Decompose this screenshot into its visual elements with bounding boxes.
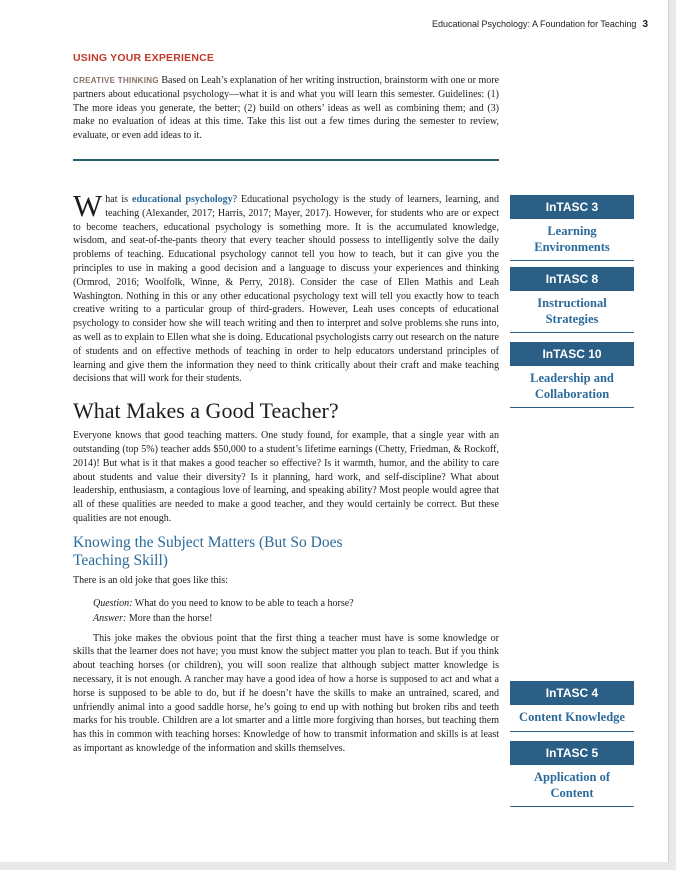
intasc-label-line2: Collaboration xyxy=(534,386,610,401)
intasc-label-line2: Content xyxy=(550,785,594,800)
heading-subject-matters xyxy=(73,534,499,570)
intasc-10-box xyxy=(510,342,634,408)
subject-matter-paragraph: This joke makes the obvious point that the first thing a teacher must have is some knowledge or skills that the learner does not have; you must know the subject matter you plan to teach. But if you think about teaching horses (or children), you will soon realize that although subject matter knowledge is necessary, it is not enough. A rancher may have a good idea of how a horse is supposed to act and what a horse is supposed to be able to do, but if he doesn’t have the skills to make an untrained, scared, and unfriendly animal into a good saddle horse, he’s going to end up with nothing but broken ribs and teeth marks for his trouble. Children are a lot smarter and a little more forgiving than horses, but teaching them has this in common with teaching horses: Knowledge of how to transmit information and skills is at least as important as knowledge of the information and skills themselves. xyxy=(73,632,499,754)
intasc-label-line1: Application of xyxy=(533,770,611,784)
intasc-badge: InTASC 5 xyxy=(510,741,634,765)
drop-cap: W xyxy=(73,188,103,223)
intasc-5-box xyxy=(510,741,634,807)
running-head-title: Educational Psychology: A Foundation for Teaching xyxy=(431,19,637,29)
answer-label: Answer: xyxy=(93,612,127,624)
key-term-educational-psychology[interactable]: educational psychology xyxy=(132,194,233,205)
question-text: What do you need to know to be able to teach a horse? xyxy=(132,597,354,609)
joke-block xyxy=(93,596,499,626)
intasc-label-line1: Leadership and xyxy=(530,371,614,385)
intasc-label xyxy=(510,765,634,807)
intasc-3-box xyxy=(510,195,634,261)
intasc-label-line1: Instructional xyxy=(537,296,607,310)
heading-good-teacher: What Makes a Good Teacher? xyxy=(73,398,339,424)
using-your-experience-text: Based on Leah’s explanation of her writing instruction, brainstorm with one or more partners about educational psychology—what it is and what you will learn this semester. Guidelines: (1) The more ideas you generate, the better; (2) build on others’ ideas as well as combining them; and (3) make no evaluation of ideas at this time. Take this list out a few times during the semester to review, evaluate, or even add ideas to it. xyxy=(73,75,500,142)
question-label: Question: xyxy=(93,597,133,609)
intro-text-start: hat is xyxy=(105,194,133,205)
creative-thinking-label: CREATIVE THINKING xyxy=(73,76,159,85)
section-divider xyxy=(73,159,499,161)
heading-subject-line2: Teaching Skill) xyxy=(73,551,168,569)
using-your-experience-title: USING YOUR EXPERIENCE xyxy=(73,52,215,64)
intasc-label-line1: Content Knowledge xyxy=(519,710,625,724)
intro-text-rest: ? Educational psychology is the study of learners, learning, and teaching (Alexander, 2017; Harris, 2017; Mayer, 2017). However, for students who are or expect to become teachers, educational psychology is something more. It is the accumulated knowledge, wisdom, and seat-of-the-pants theory that every teacher should possess to intelligently solve the daily problems of teaching. Educational psychology cannot tell you how to teach, but it can give you the principles to use in making a good decision and a language to discuss your experiences and thinking (Ormrod, 2016; Woolfolk, Winne, & Perry, 2018). Consider the case of Ellen Mathis and Leah Washington. Nothing in this or any other educational psychology text will tell you exactly how to teach creative writing to a particular group of third-graders. However, Leah uses concepts of educational psychology to consider how she will teach writing and then to interpret and solve problems she runs into, as well as to explain to Ellen what she is doing. Educational psychologists carry out research on the nature of students and on effective methods of teaching in order to help educators understand principles of learning and give them the information they need to think critically about their craft and make teaching decisions that will work for their students. xyxy=(73,194,499,385)
heading-subject-line1: Knowing the Subject Matters (But So Does xyxy=(73,533,343,551)
intasc-badge: InTASC 8 xyxy=(510,267,634,291)
intasc-badge: InTASC 3 xyxy=(510,195,634,219)
running-head xyxy=(432,19,648,30)
joke-question xyxy=(93,596,499,611)
intasc-label xyxy=(510,291,634,333)
answer-text: More than the horse! xyxy=(126,612,213,624)
intasc-label-line2: Strategies xyxy=(545,311,599,326)
intasc-badge: InTASC 4 xyxy=(510,681,634,705)
intro-paragraph xyxy=(73,188,499,386)
using-your-experience-body xyxy=(73,74,499,143)
intasc-4-box xyxy=(510,681,634,732)
good-teacher-paragraph: Everyone knows that good teaching matters. One study found, for example, that a single year with an outstanding (top 5%) teacher adds $50,000 to a student’s lifetime earnings (Chetty, Friedman, & Rockoff, 2014)! But what is it that makes a good teacher so effective? Is it warmth, humor, and the ability to care about students and value their diversity? Is it planning, hard work, and self-discipline? What about leadership, enthusiasm, a contagious love of learning, and speaking ability? Most people would agree that all of these qualities are needed to make a good teacher, and they would certainly be correct. But these qualities are not enough. xyxy=(73,430,499,524)
joke-answer xyxy=(93,611,499,626)
intasc-label xyxy=(510,366,634,408)
joke-intro: There is an old joke that goes like this: xyxy=(73,574,228,586)
intasc-label-line1: Learning xyxy=(547,224,597,238)
intasc-label-line2: Environments xyxy=(534,239,610,254)
intasc-8-box xyxy=(510,267,634,333)
intasc-badge: InTASC 10 xyxy=(510,342,634,366)
intasc-label xyxy=(510,705,634,732)
main-text xyxy=(73,188,499,756)
intasc-label xyxy=(510,219,634,261)
using-your-experience-box xyxy=(73,52,499,153)
page-number: 3 xyxy=(642,19,648,30)
